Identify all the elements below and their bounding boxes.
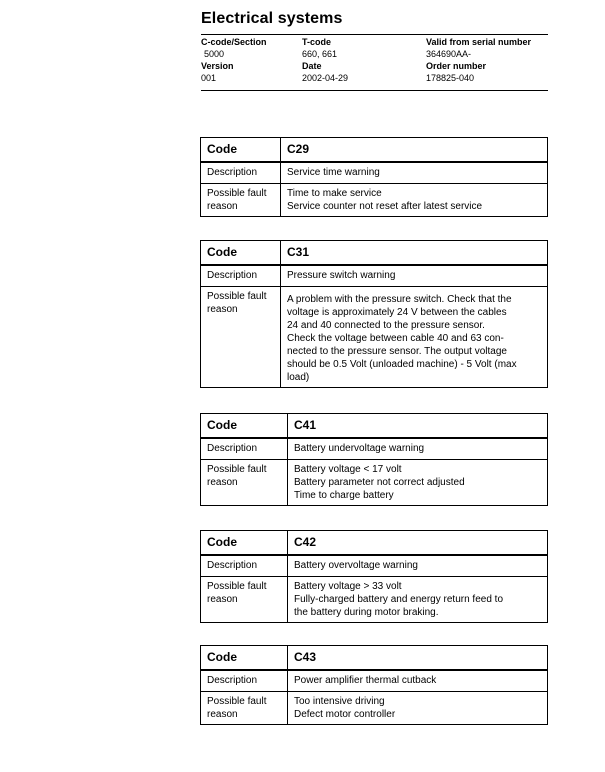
- description-label: Description: [201, 670, 288, 692]
- meta-values-row-1: [201, 48, 548, 60]
- reason-row: [201, 287, 548, 388]
- meta-values-row-2: [201, 72, 548, 84]
- description-value: Service time warning: [281, 162, 548, 184]
- reason-label: Possible fault reason: [201, 184, 281, 217]
- description-row: [201, 438, 548, 460]
- description-value: Battery undervoltage warning: [288, 438, 548, 460]
- meta-label-version: Version: [201, 61, 234, 71]
- reason-line: should be 0.5 Volt (unloaded machine) - 5 Volt (max: [287, 359, 517, 370]
- reason-value: [288, 460, 548, 506]
- reason-line: Service counter not reset after latest service: [287, 201, 483, 212]
- code-header-row: [201, 531, 548, 556]
- code-value: C43: [288, 646, 548, 671]
- reason-line: Time to make service: [287, 188, 382, 199]
- meta-value-serial: 364690AA-: [426, 49, 472, 59]
- reason-line: voltage is approximately 24 V between the cables: [287, 307, 507, 318]
- description-value: Battery overvoltage warning: [288, 555, 548, 577]
- reason-row: [201, 692, 548, 725]
- meta-label-order: Order number: [426, 61, 487, 71]
- meta-value-order: 178825-040: [426, 73, 475, 83]
- header-top-rule: [201, 34, 548, 35]
- code-value: C41: [288, 414, 548, 439]
- meta-labels-row-1: [201, 36, 548, 48]
- description-row: [201, 162, 548, 184]
- reason-row: [201, 460, 548, 506]
- code-table-c42: [200, 530, 548, 623]
- reason-value: [281, 287, 548, 388]
- reason-row: [201, 184, 548, 217]
- meta-value-ccode: 5000: [204, 49, 225, 59]
- meta-labels-row-2: [201, 60, 548, 72]
- meta-label-date: Date: [302, 61, 322, 71]
- meta-label-tcode: T-code: [302, 37, 332, 47]
- code-value: C29: [281, 138, 548, 163]
- reason-line: 24 and 40 connected to the pressure sensor.: [287, 320, 485, 331]
- code-label: Code: [201, 646, 288, 671]
- header-bottom-rule: [201, 90, 548, 91]
- description-label: Description: [201, 555, 288, 577]
- description-row: [201, 555, 548, 577]
- reason-line: Fully-charged battery and energy return feed to: [294, 594, 504, 605]
- reason-line: Time to charge battery: [294, 490, 394, 501]
- meta-value-tcode: 660, 661: [302, 49, 338, 59]
- code-table-c29: [200, 137, 548, 217]
- reason-label: Possible fault reason: [201, 577, 288, 623]
- page-title: Electrical systems: [201, 10, 343, 27]
- code-header-row: [201, 138, 548, 163]
- reason-line: Check the voltage between cable 40 and 63 con-: [287, 333, 504, 344]
- code-table-c41: [200, 413, 548, 506]
- description-label: Description: [201, 162, 281, 184]
- code-label: Code: [201, 138, 281, 163]
- reason-label: Possible fault reason: [201, 692, 288, 725]
- description-label: Description: [201, 265, 281, 287]
- code-label: Code: [201, 414, 288, 439]
- description-label: Description: [201, 438, 288, 460]
- code-table-c31: [200, 240, 548, 388]
- reason-value: [281, 184, 548, 217]
- reason-line: Battery parameter not correct adjusted: [294, 477, 465, 488]
- code-header-row: [201, 241, 548, 266]
- reason-line: load): [287, 372, 310, 383]
- code-label: Code: [201, 531, 288, 556]
- code-header-row: [201, 646, 548, 671]
- meta-label-serial: Valid from serial number: [426, 37, 532, 47]
- reason-line: nected to the pressure sensor. The output voltage: [287, 346, 507, 357]
- meta-value-version: 001: [201, 73, 217, 83]
- reason-line: Battery voltage > 33 volt: [294, 581, 402, 592]
- meta-value-date: 2002-04-29: [302, 73, 349, 83]
- reason-line: Too intensive driving: [294, 696, 385, 707]
- code-header-row: [201, 414, 548, 439]
- description-row: [201, 670, 548, 692]
- description-value: Power amplifier thermal cutback: [288, 670, 548, 692]
- reason-line: A problem with the pressure switch. Check that the: [287, 294, 512, 305]
- code-value: C42: [288, 531, 548, 556]
- reason-label: Possible fault reason: [201, 460, 288, 506]
- reason-row: [201, 577, 548, 623]
- reason-value: [288, 577, 548, 623]
- reason-line: Battery voltage < 17 volt: [294, 464, 402, 475]
- reason-line: Defect motor controller: [294, 709, 396, 720]
- code-value: C31: [281, 241, 548, 266]
- description-row: [201, 265, 548, 287]
- reason-value: [288, 692, 548, 725]
- meta-label-ccode: C-code/Section: [201, 37, 267, 47]
- reason-label: Possible fault reason: [201, 287, 281, 388]
- code-table-c43: [200, 645, 548, 725]
- code-label: Code: [201, 241, 281, 266]
- description-value: Pressure switch warning: [281, 265, 548, 287]
- reason-line: the battery during motor braking.: [294, 607, 439, 618]
